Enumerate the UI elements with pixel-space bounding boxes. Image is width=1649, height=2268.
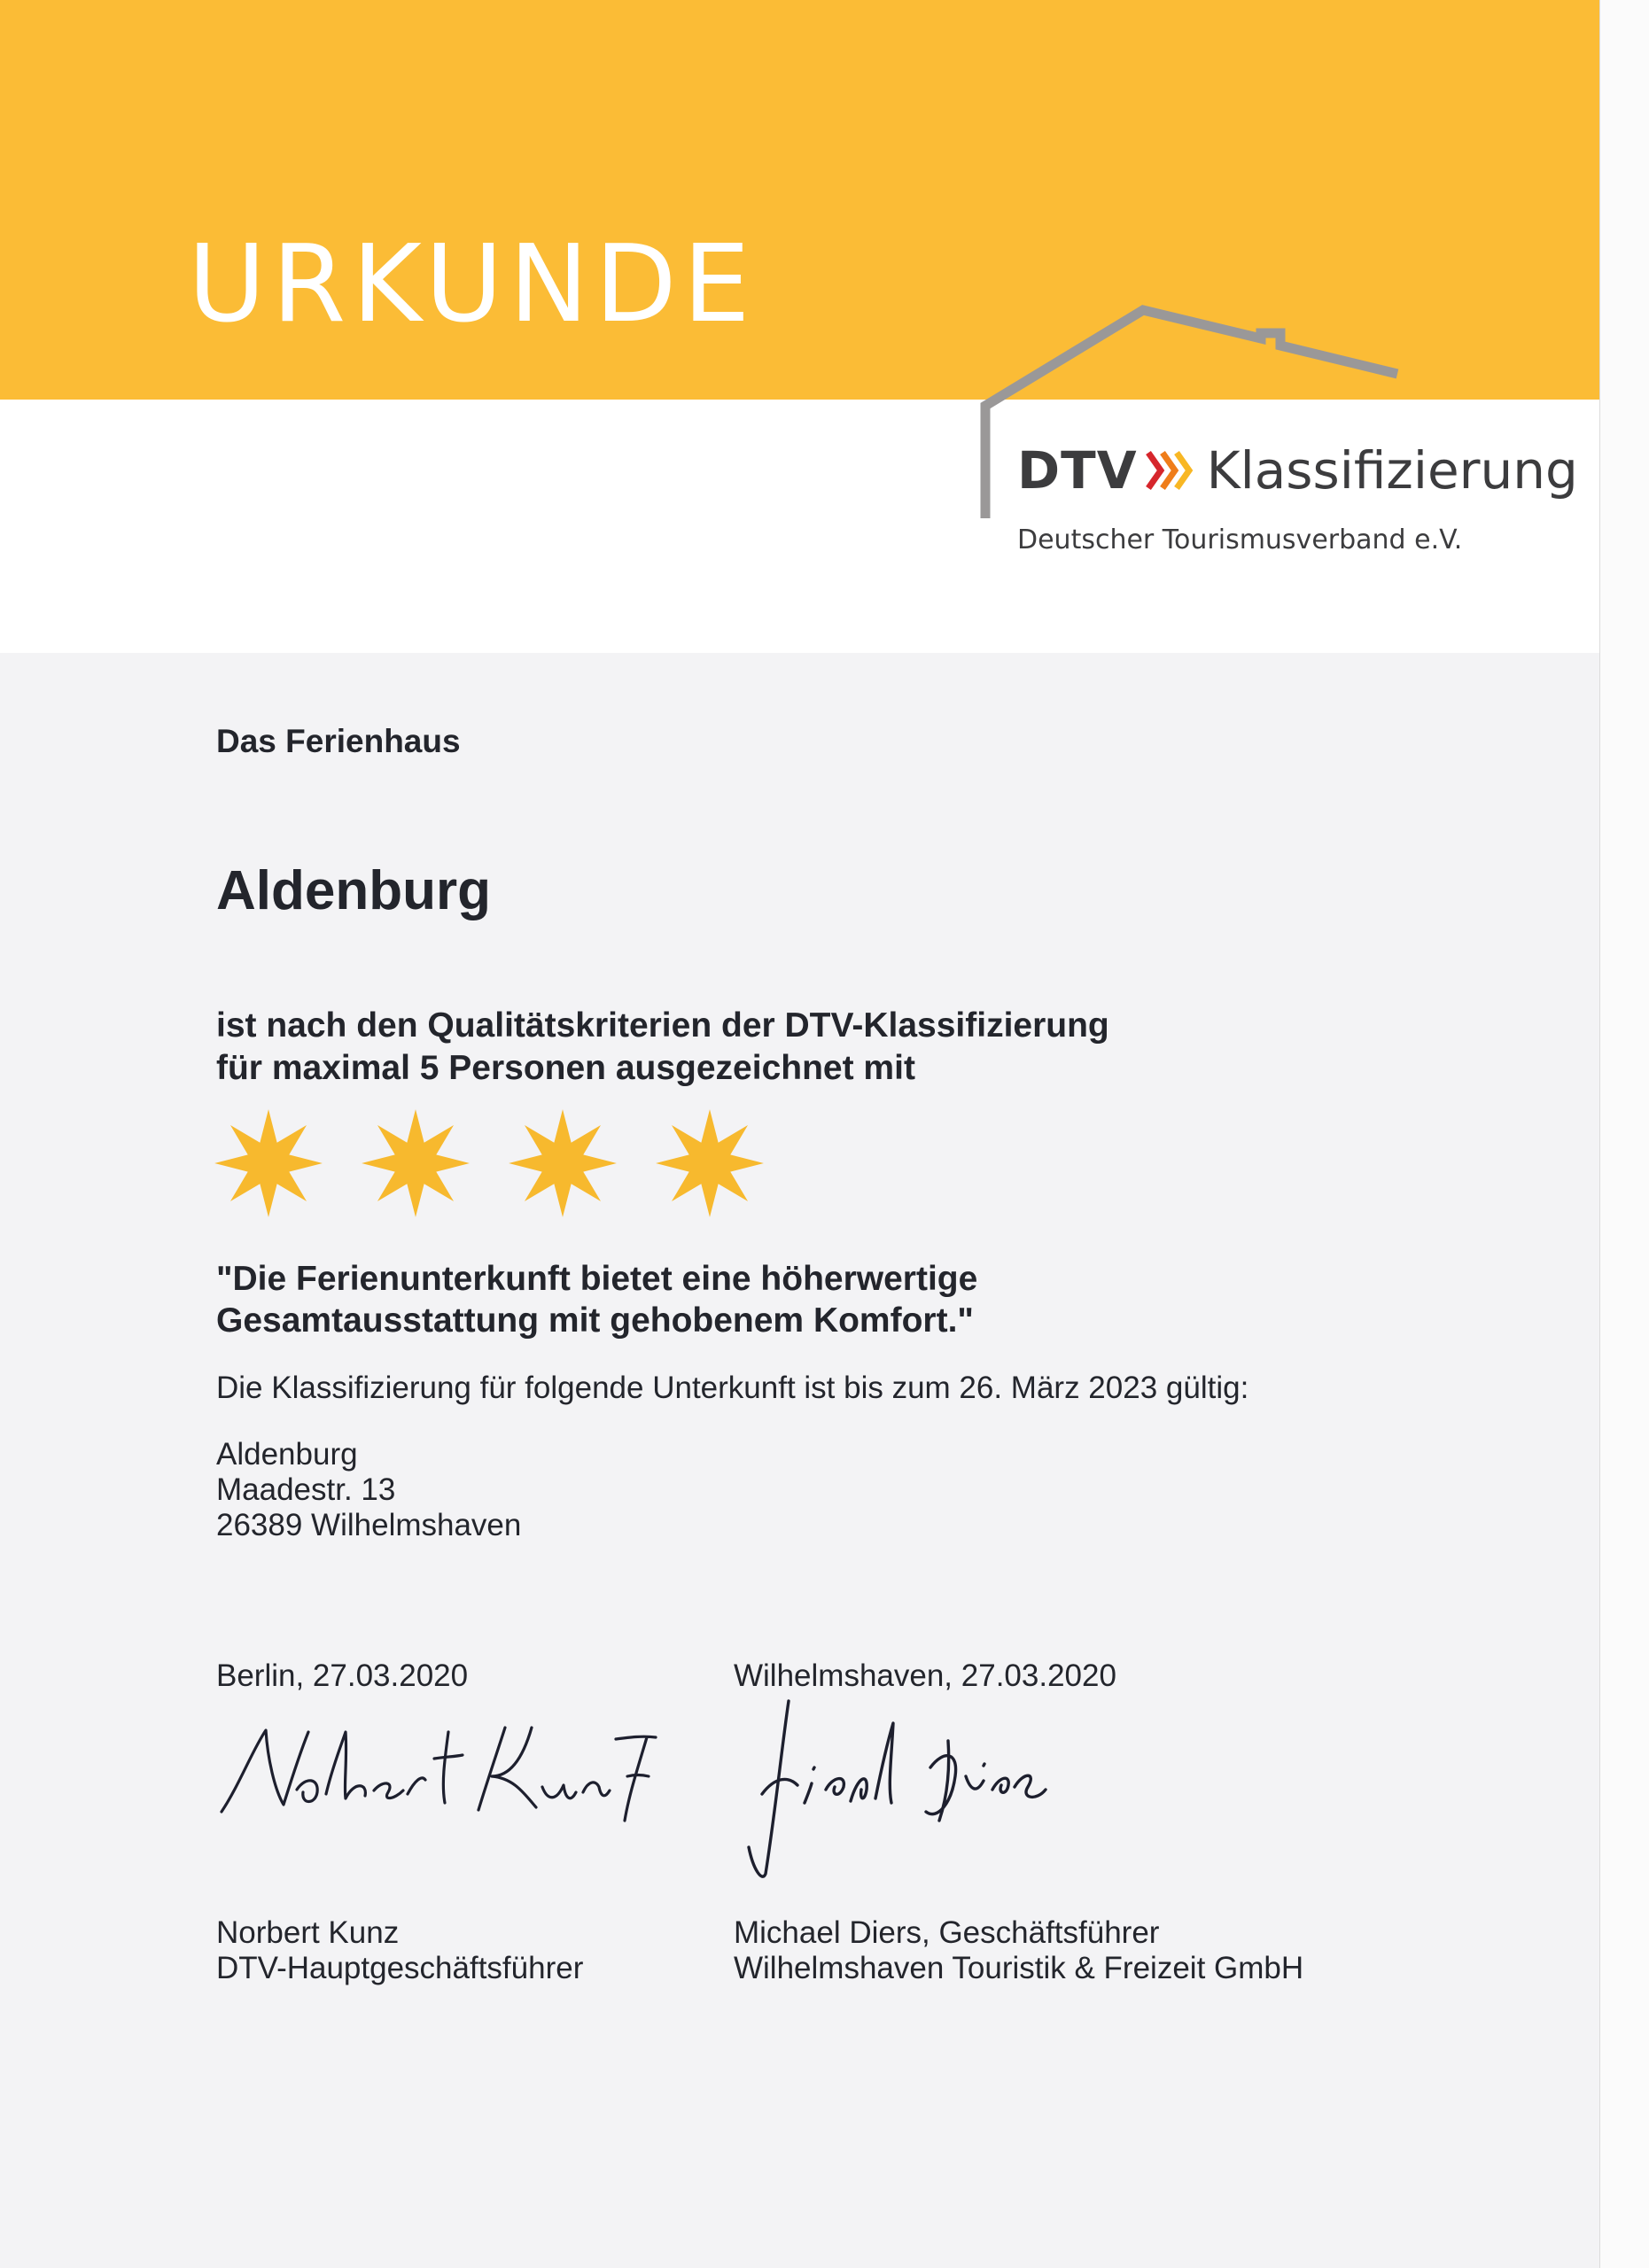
- quote-line-2: Gesamtausstattung mit gehobenem Komfort.": [216, 1301, 974, 1340]
- criteria-line-1: ist nach den Qualitätskriterien der DTV-Klassifizierung: [216, 1006, 1109, 1045]
- logo-brand-short: DTV: [1017, 440, 1138, 501]
- chevrons-icon: [1145, 447, 1198, 493]
- property-name: Aldenburg: [216, 860, 491, 921]
- dtv-logo-wordmark: [1017, 440, 1578, 501]
- logo-brand-name: Klassifizierung: [1206, 440, 1578, 501]
- signature-left: [213, 1705, 665, 1838]
- signer-right-name: Michael Diers, Geschäftsführer: [734, 1915, 1160, 1950]
- logo-organization: Deutscher Tourismusverband e.V.: [1017, 524, 1463, 555]
- place-date-left: Berlin, 27.03.2020: [216, 1658, 469, 1693]
- quote-line-1: "Die Ferienunterkunft bietet eine höherwertige: [216, 1260, 978, 1298]
- place-date-right: Wilhelmshaven, 27.03.2020: [734, 1658, 1116, 1693]
- signer-left-name: Norbert Kunz: [216, 1915, 400, 1950]
- star-icon: [213, 1107, 324, 1219]
- star-icon: [654, 1107, 766, 1219]
- signer-left-role: DTV-Hauptgeschäftsführer: [216, 1951, 584, 1985]
- address-line-2: Maadestr. 13: [216, 1472, 396, 1507]
- intro-text: Das Ferienhaus: [216, 723, 461, 759]
- star-icon: [360, 1107, 471, 1219]
- signature-right: [727, 1688, 1081, 1891]
- scan-margin: [1599, 0, 1649, 2268]
- certificate-title: URKUNDE: [188, 223, 757, 346]
- star-rating: [213, 1107, 766, 1223]
- address-line-3: 26389 Wilhelmshaven: [216, 1508, 522, 1542]
- address-line-1: Aldenburg: [216, 1437, 358, 1472]
- criteria-line-2: für maximal 5 Personen ausgezeichnet mit: [216, 1049, 915, 1087]
- validity-text: Die Klassifizierung für folgende Unterkunft ist bis zum 26. März 2023 gültig:: [216, 1371, 1249, 1405]
- signer-right-role: Wilhelmshaven Touristik & Freizeit GmbH: [734, 1951, 1304, 1985]
- star-icon: [507, 1107, 618, 1219]
